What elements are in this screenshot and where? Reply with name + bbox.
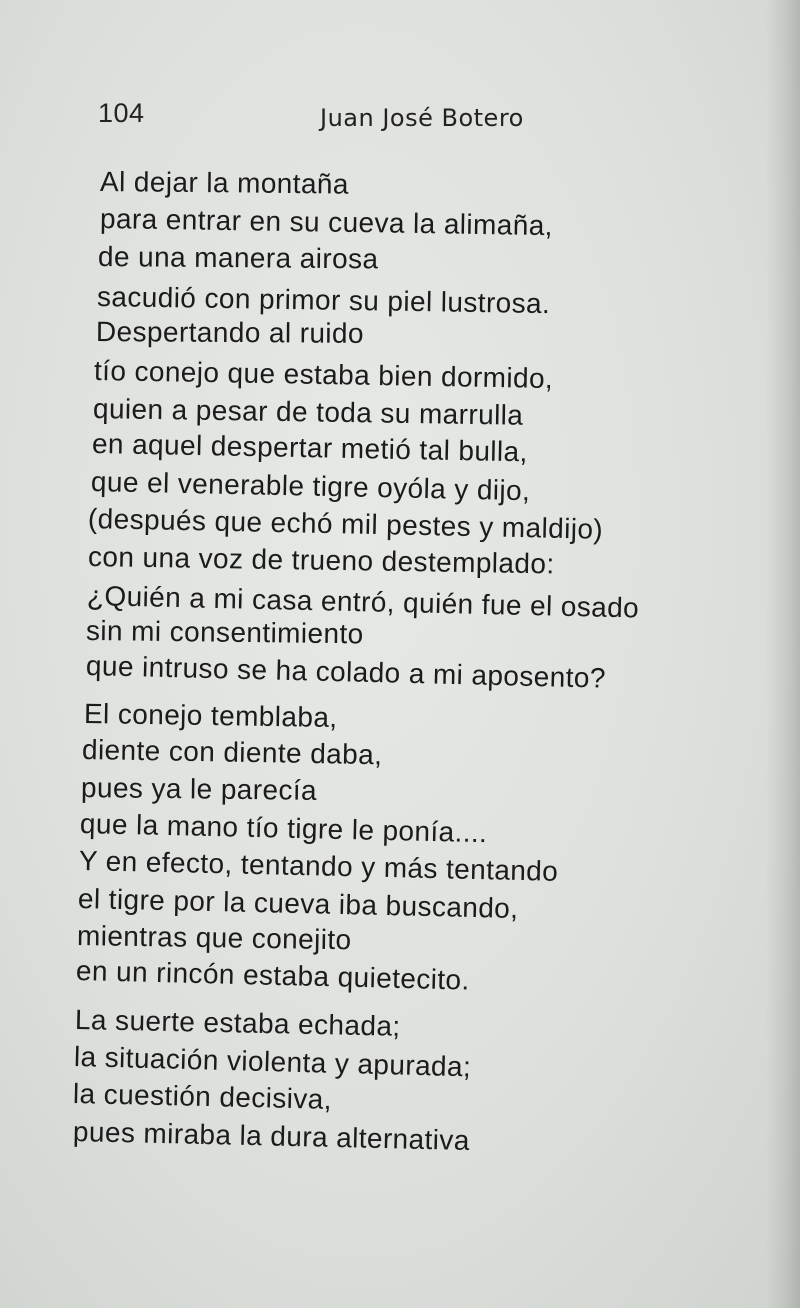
poem-line: el tigre por la cueva iba buscando, [77, 883, 519, 924]
poem-line: de una manera airosa [97, 241, 379, 275]
poem-line: la situación violenta y apurada; [73, 1041, 472, 1083]
poem-line: la cuestión decisiva, [72, 1078, 333, 1115]
poem-line: El conejo temblaba, [83, 698, 338, 733]
poem-line: sacudió con primor su piel lustrosa. [96, 281, 551, 320]
poem-line: en un rincón estaba quietecito. [75, 955, 471, 996]
poem-line: en aquel despertar metió tal bulla, [91, 428, 529, 468]
running-title: Juan José Botero [320, 104, 524, 132]
poem-line: que el venerable tigre oyóla y dijo, [90, 466, 531, 507]
poem-line: con una voz de trueno destemplado: [87, 541, 555, 580]
poem-line: (después que echó mil pestes y maldijo) [87, 503, 604, 545]
page-number: 104 [98, 98, 145, 128]
poem-line: ¿Quién a mi casa entró, quién fue el osado [86, 580, 640, 624]
poem-line: para entrar en su cueva la alimaña, [99, 203, 554, 242]
poem-line: mientras que conejito [76, 920, 352, 956]
poem-line: que la mano tío tigre le ponía.... [79, 808, 488, 849]
poem-line: pues miraba la dura alternativa [72, 1116, 471, 1156]
poem-line: sin mi consentimiento [85, 615, 364, 650]
poem-line: Y en efecto, tentando y más tentando [78, 845, 559, 887]
poem-line: diente con diente daba, [81, 734, 383, 771]
poem-line: tío conejo que estaba bien dormido, [93, 355, 554, 395]
poem-line: pues ya le parecía [80, 772, 318, 806]
poem-line: La suerte estaba echada; [74, 1004, 401, 1042]
poem-line: que intruso se ha colado a mi aposento? [85, 650, 607, 694]
poem-line: quien a pesar de toda su marrulla [92, 393, 524, 431]
poem-line: Al dejar la montaña [99, 166, 350, 200]
poem-line: Despertando al ruido [95, 316, 365, 349]
